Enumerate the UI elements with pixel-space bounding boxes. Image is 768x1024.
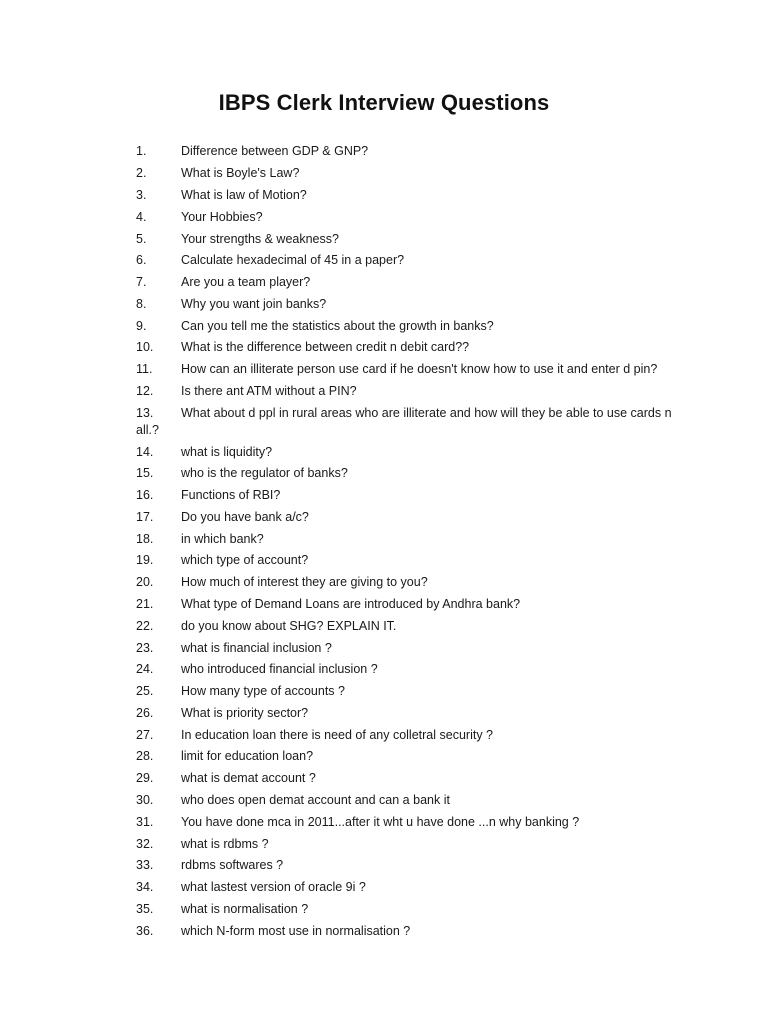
list-item (0, 899, 768, 921)
question-number: 31. (136, 814, 154, 829)
question-number: 12. (136, 383, 154, 398)
list-item (0, 293, 768, 315)
question-number: 22. (136, 618, 154, 633)
question-number: 28. (136, 749, 154, 764)
list-item (0, 185, 768, 207)
question-number: 17. (136, 509, 154, 524)
question-text: which type of account? (181, 553, 309, 568)
question-text: do you know about SHG? EXPLAIN IT. (181, 618, 397, 633)
list-item (0, 833, 768, 855)
question-text: what lastest version of oracle 9i ? (181, 880, 366, 895)
question-number: 19. (136, 553, 154, 568)
list-item (0, 724, 768, 746)
list-item (0, 402, 768, 441)
question-text: You have done mca in 2011...after it wht u have done ...n why banking ? (181, 814, 580, 829)
list-item (0, 703, 768, 725)
question-text: which N-form most use in normalisation ? (181, 923, 411, 938)
question-text: How can an illiterate person use card if he doesn't know how to use it and enter d pin? (181, 362, 658, 377)
question-text: in which bank? (181, 531, 264, 546)
list-item (0, 594, 768, 616)
question-number: 9. (136, 318, 147, 333)
list-item (0, 441, 768, 463)
question-number: 1. (136, 144, 147, 159)
list-item (0, 228, 768, 250)
question-text: Difference between GDP & GNP? (181, 144, 369, 159)
question-number: 4. (136, 209, 147, 224)
question-number: 18. (136, 531, 154, 546)
list-item (0, 811, 768, 833)
list-item (0, 681, 768, 703)
question-number: 27. (136, 727, 154, 742)
question-number: 25. (136, 684, 154, 699)
list-item (0, 637, 768, 659)
list-item (0, 550, 768, 572)
question-number: 23. (136, 640, 154, 655)
list-item (0, 163, 768, 185)
question-list (0, 141, 768, 942)
list-item (0, 855, 768, 877)
list-item (0, 337, 768, 359)
list-item (0, 315, 768, 337)
list-item (0, 250, 768, 272)
question-number: 14. (136, 444, 154, 459)
question-text: Why you want join banks? (181, 296, 327, 311)
question-text-continuation: all.? (136, 422, 159, 437)
list-item (0, 463, 768, 485)
list-item (0, 528, 768, 550)
question-number: 21. (136, 597, 154, 612)
question-text: who introduced financial inclusion ? (181, 662, 378, 677)
question-text: what is liquidity? (181, 444, 273, 459)
question-text: who is the regulator of banks? (181, 466, 348, 481)
list-item (0, 920, 768, 942)
question-number: 2. (136, 166, 147, 181)
list-item (0, 485, 768, 507)
question-text: Are you a team player? (181, 275, 311, 290)
list-item (0, 141, 768, 163)
list-item (0, 768, 768, 790)
question-text: Your strengths & weakness? (181, 231, 339, 246)
question-text: Is there ant ATM without a PIN? (181, 383, 357, 398)
page-title: IBPS Clerk Interview Questions (218, 90, 550, 115)
question-text: What is Boyle's Law? (181, 166, 300, 181)
question-text: What type of Demand Loans are introduced by Andhra bank? (181, 597, 521, 612)
question-number: 11. (136, 362, 153, 377)
question-number: 24. (136, 662, 154, 677)
question-number: 33. (136, 858, 154, 873)
list-item (0, 381, 768, 403)
question-number: 7. (136, 275, 147, 290)
question-number: 10. (136, 340, 154, 355)
question-text: Calculate hexadecimal of 45 in a paper? (181, 253, 405, 268)
list-item (0, 877, 768, 899)
question-text: In education loan there is need of any colletral security ? (181, 727, 493, 742)
question-text: limit for education loan? (181, 749, 314, 764)
question-text: Your Hobbies? (181, 209, 263, 224)
list-item (0, 572, 768, 594)
list-item (0, 659, 768, 681)
list-item (0, 359, 768, 381)
question-text: what is financial inclusion ? (181, 640, 332, 655)
question-text: what is normalisation ? (181, 901, 309, 916)
question-text: How much of interest they are giving to you? (181, 575, 428, 590)
question-text: What is priority sector? (181, 705, 309, 720)
list-item (0, 206, 768, 228)
question-text: Can you tell me the statistics about the growth in banks? (181, 318, 494, 333)
list-item (0, 746, 768, 768)
question-number: 20. (136, 575, 154, 590)
question-text: Do you have bank a/c? (181, 509, 309, 524)
list-item (0, 615, 768, 637)
question-number: 5. (136, 231, 147, 246)
question-text: What about d ppl in rural areas who are illiterate and how will they be able to use cards n (181, 405, 672, 420)
question-number: 8. (136, 296, 147, 311)
question-text: what is rdbms ? (181, 836, 269, 851)
question-number: 36. (136, 923, 154, 938)
question-number: 13. (136, 405, 154, 420)
question-text: what is demat account ? (181, 771, 316, 786)
question-number: 6. (136, 253, 147, 268)
question-number: 3. (136, 187, 147, 202)
question-text: Functions of RBI? (181, 488, 281, 503)
question-text: who does open demat account and can a bank it (181, 793, 450, 808)
list-item (0, 790, 768, 812)
question-number: 29. (136, 771, 154, 786)
list-item (0, 507, 768, 529)
question-number: 35. (136, 901, 154, 916)
question-number: 30. (136, 793, 154, 808)
question-text: What is the difference between credit n debit card?? (181, 340, 470, 355)
question-number: 16. (136, 488, 154, 503)
question-text: rdbms softwares ? (181, 858, 284, 873)
question-text: What is law of Motion? (181, 187, 307, 202)
question-text: How many type of accounts ? (181, 684, 345, 699)
list-item (0, 272, 768, 294)
question-number: 32. (136, 836, 154, 851)
question-number: 26. (136, 705, 154, 720)
question-number: 34. (136, 880, 154, 895)
question-number: 15. (136, 466, 154, 481)
